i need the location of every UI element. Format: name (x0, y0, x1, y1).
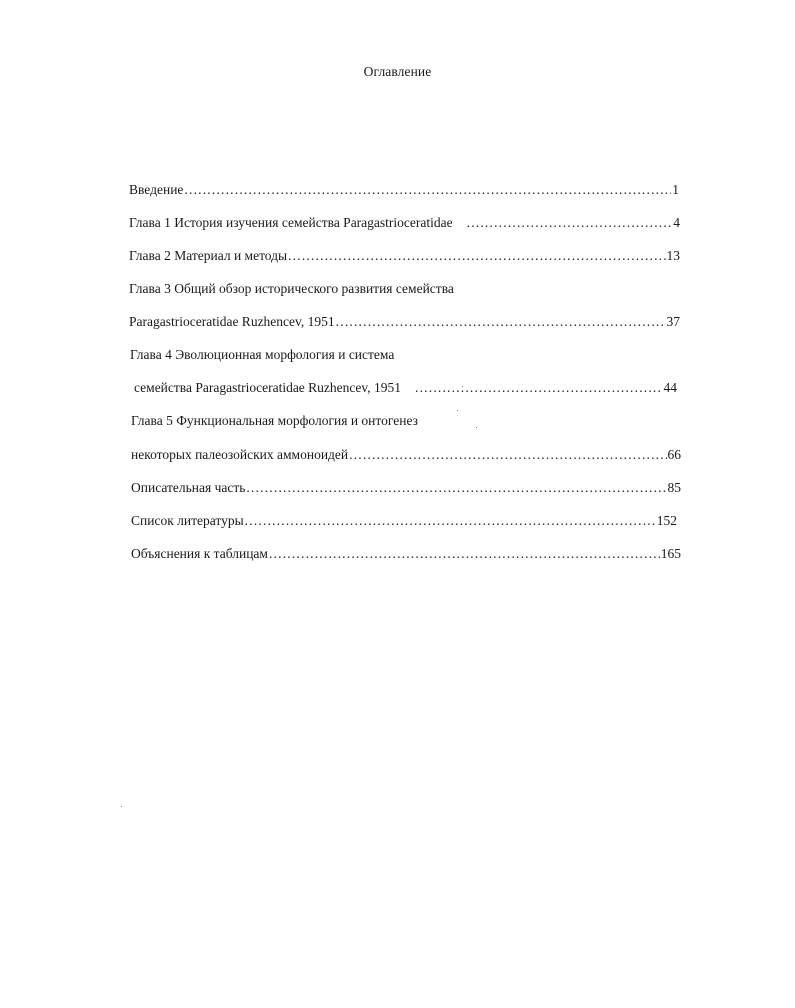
dot-leader (184, 182, 671, 198)
toc-entry-chapter-3-line-1: Глава 3 Общий обзор исторического развития семейства (129, 281, 454, 296)
toc-entry-page: 165 (660, 546, 681, 561)
toc-entry-page: 1 (672, 182, 679, 197)
toc-entry-page: 4 (673, 215, 680, 230)
dot-leader (349, 447, 666, 463)
dot-leader (269, 546, 660, 562)
dot-leader (245, 513, 656, 529)
scan-speck (121, 806, 122, 807)
toc-entry-text: некоторых палеозойских аммоноидей (131, 447, 349, 462)
toc-entry-text: Объяснения к таблицам (131, 546, 268, 561)
toc-entry-text: Глава 2 Материал и методы (129, 248, 288, 263)
dot-leader (415, 380, 662, 396)
toc-entry-chapter-1 (129, 215, 680, 231)
toc-entry-page: 13 (666, 248, 680, 263)
dot-leader (288, 248, 665, 264)
toc-entry-references (131, 513, 677, 529)
dot-leader (246, 480, 666, 496)
toc-entry-text: Список литературы (131, 513, 244, 528)
toc-entry-page: 85 (667, 480, 681, 495)
toc-entry-page: 66 (667, 447, 681, 462)
toc-entry-descriptive-part (131, 480, 681, 496)
toc-entry-introduction (129, 182, 679, 198)
toc-entry-plate-explanations (131, 546, 681, 562)
toc-entry-chapter-5 (131, 447, 681, 463)
toc-entry-text: Описательная часть (131, 480, 246, 495)
toc-entry-chapter-2 (129, 248, 680, 264)
toc-entry-text: Глава 1 История изучения семейства Paragastrioceratidae (129, 215, 453, 230)
toc-entry-chapter-5-line-1: Глава 5 Функциональная морфология и онтогенез (131, 413, 418, 428)
toc-entry-chapter-4 (134, 380, 677, 396)
scan-speck (462, 386, 463, 387)
toc-entry-chapter-3 (129, 314, 680, 330)
toc-entry-text: Введение (129, 182, 184, 197)
scan-speck (476, 427, 477, 428)
scan-speck (457, 410, 458, 411)
toc-entry-chapter-4-line-1: Глава 4 Эволюционная морфология и система (130, 347, 395, 362)
page-title: Оглавление (363, 64, 432, 79)
dot-leader (467, 215, 673, 231)
dot-leader (336, 314, 666, 330)
toc-entry-text: Paragastrioceratidae Ruzhencev, 1951 (129, 314, 335, 329)
toc-entry-page: 37 (666, 314, 680, 329)
toc-entry-text: семейства Paragastrioceratidae Ruzhencev, 1951 (134, 380, 402, 395)
toc-entry-page: 44 (663, 380, 677, 395)
toc-entry-page: 152 (656, 513, 677, 528)
